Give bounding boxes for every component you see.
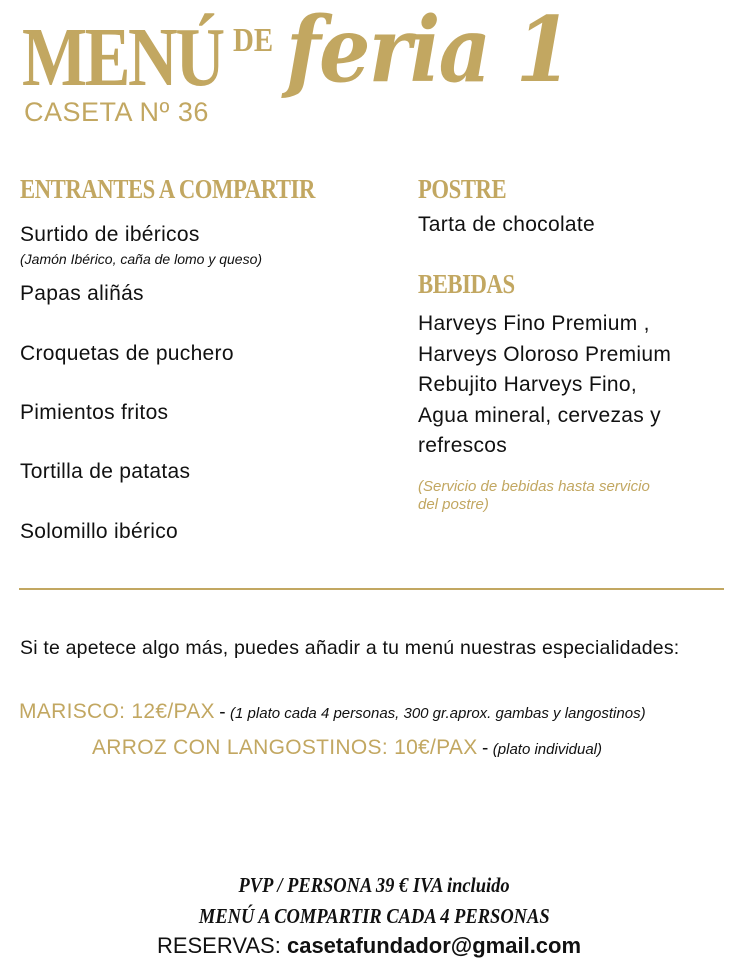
menu-item-surtido: Surtido de ibéricos: [20, 223, 200, 246]
bebidas-line: Rebujito Harveys Fino,: [418, 373, 638, 396]
footer-share: [0, 903, 748, 929]
menu-item-surtido-detail: (Jamón Ibérico, caña de lomo y queso): [20, 251, 263, 267]
footer-price: [0, 872, 748, 898]
title-feria: feria 1: [286, 0, 571, 103]
bebidas-line: Harveys Oloroso Premium: [418, 342, 672, 366]
entrantes-heading: ENTRANTES A COMPARTIR: [20, 174, 315, 204]
bebidas-heading: BEBIDAS: [418, 269, 515, 299]
bebidas-note-line: del postre): [418, 496, 489, 513]
extra-marisco: [19, 699, 646, 725]
menu-item-croquetas: Croquetas de puchero: [20, 342, 234, 365]
reservas: [0, 932, 738, 960]
menu-item-papas: Papas aliñás: [20, 282, 144, 305]
footer-share-text: MENÚ A COMPARTIR CADA 4 PERSONAS: [198, 904, 550, 928]
bebidas-line: Agua mineral, cervezas y: [418, 403, 661, 427]
menu-item-tortilla: Tortilla de patatas: [20, 460, 191, 483]
bebidas-note: [418, 478, 650, 514]
reservas-label: RESERVAS:: [156, 933, 281, 958]
extra-arroz: [92, 735, 602, 761]
bebidas-line: refrescos: [418, 434, 508, 457]
bebidas-list: [418, 309, 671, 462]
extra-arroz-label: ARROZ CON LANGOSTINOS: 10€/PAX: [92, 736, 478, 759]
reservas-email[interactable]: casetafundador@gmail.com: [286, 933, 582, 958]
extras-intro: Si te apetece algo más, puedes añadir a tu menú nuestras especialidades:: [20, 637, 680, 659]
caseta-number: CASETA Nº 36: [24, 97, 209, 127]
footer-price-text: PVP / PERSONA 39 € IVA incluido: [238, 873, 510, 897]
extra-arroz-note: (plato individual): [492, 741, 603, 758]
bebidas-line: Harveys Fino Premium ,: [418, 312, 650, 335]
extra-marisco-note: (1 plato cada 4 personas, 300 gr.aprox. gambas y langostinos): [230, 705, 646, 722]
section-divider: [19, 588, 724, 590]
extra-marisco-dash: -: [219, 702, 226, 723]
bebidas-note-line: (Servicio de bebidas hasta servicio: [418, 478, 650, 495]
extra-marisco-label: MARISCO: 12€/PAX: [19, 700, 215, 723]
title-de: DE: [233, 22, 274, 59]
postre-heading: POSTRE: [418, 174, 507, 204]
postre-item: Tarta de chocolate: [418, 213, 596, 236]
title-menu: MENÚ: [22, 11, 223, 104]
extra-arroz-dash: -: [482, 738, 489, 759]
menu-item-pimientos: Pimientos fritos: [20, 401, 169, 424]
menu-item-solomillo: Solomillo ibérico: [20, 520, 178, 543]
